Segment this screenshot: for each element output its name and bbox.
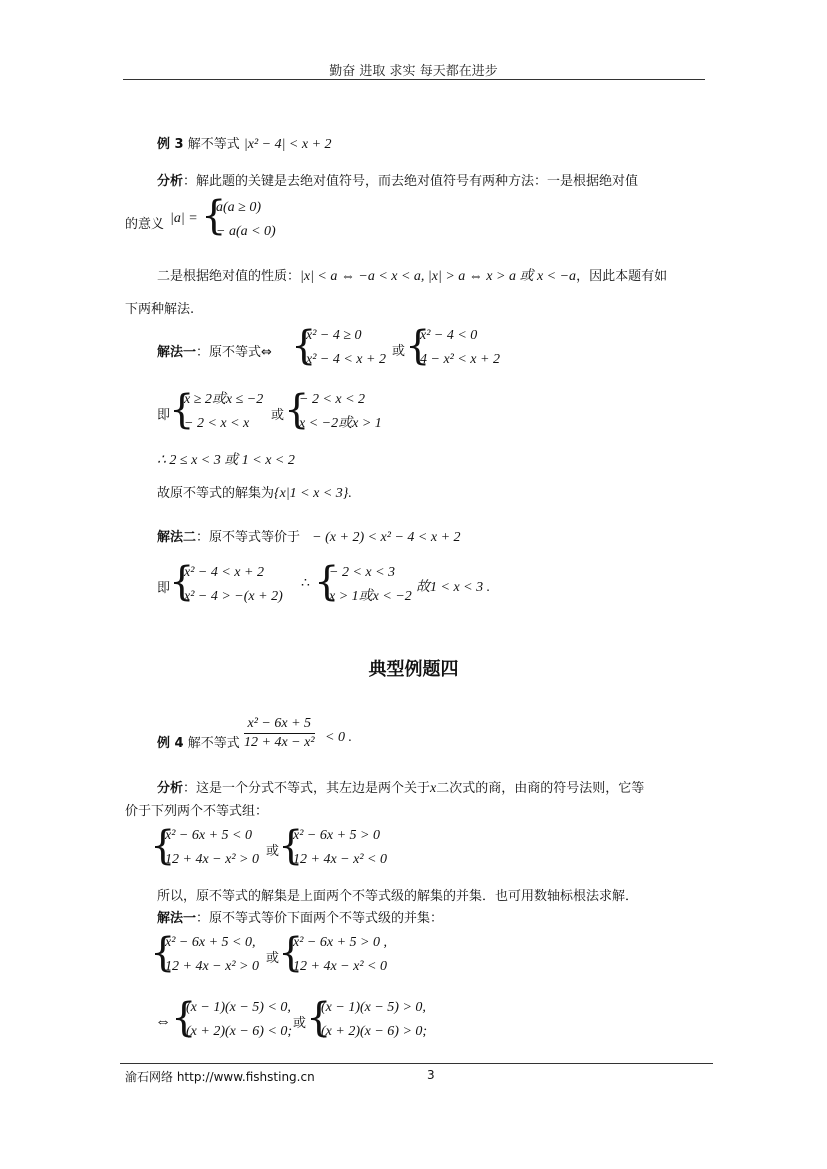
ex4-system-5-row-2: (x + 2)(x − 6) < 0; [186, 1024, 293, 1039]
ex4-brace-4: { [278, 930, 304, 976]
iff-symbol: ⇔ [155, 1013, 171, 1030]
abs-property: |x| < a ⇔ −a < x < a, |x| > a ⇔ x > a 或 x < −a [300, 269, 577, 284]
analysis-3-label: 分析 [157, 174, 184, 189]
example-4-fraction [244, 716, 315, 751]
example-3-prompt: 解不等式 [187, 137, 240, 152]
or-connector: 或 [271, 408, 285, 423]
solution-1-label: 解法一 [157, 345, 197, 360]
sol2-brace-1: { [169, 559, 195, 605]
solution-2-label: 解法二 [157, 530, 197, 545]
abs-case-negative: − a(a < 0) [216, 224, 276, 239]
ex4-solution-1-label: 解法一 [157, 911, 197, 926]
header-rule [123, 79, 705, 80]
sol1-system-3-row-1: x ≥ 2或x ≤ −2 [184, 392, 264, 407]
section-title: 典型例题四 [368, 659, 459, 680]
or-connector: 或 [392, 344, 406, 359]
sol2-system-2-row-2: x > 1或x < −2 [329, 589, 412, 604]
solution-set-line [157, 482, 352, 502]
second-method-line [157, 265, 667, 285]
continue-line: 下两种解法. [125, 302, 195, 317]
sol2-system-1-row-2: x² − 4 > −(x + 2) [184, 589, 283, 604]
ex4-system-3 [165, 931, 259, 979]
ex4-system-3-row-2: 12 + 4x − x² > 0 [165, 959, 259, 974]
example-4-label: 例 4 [157, 736, 184, 751]
analysis-3-line [157, 170, 638, 189]
ex4-system-1 [165, 824, 259, 872]
ex4-solution-1-text: ：原不等式等价下面两个不等式级的并集： [196, 911, 444, 926]
sol2-brace-2: { [314, 559, 340, 605]
ex4-brace-6: { [306, 995, 332, 1041]
footer-site: 渝石网络 http://www.fishsting.cn [125, 1070, 315, 1084]
example-4-prompt: 解不等式 [187, 736, 240, 751]
sol1-system-2 [420, 324, 500, 372]
ex4-brace-3: { [150, 930, 176, 976]
ex4-system-2-row-1: x² − 6x + 5 > 0 [293, 828, 380, 843]
ex4-system-6-row-1: (x − 1)(x − 5) > 0, [321, 1000, 426, 1015]
sol1-system-3-row-2: − 2 < x < x [184, 416, 250, 431]
sol2-system-2-row-1: − 2 < x < 3 [329, 565, 396, 580]
example-4-line [157, 732, 240, 751]
sol2-system-1-row-1: x² − 4 < x + 2 [184, 565, 264, 580]
sol1-system-3 [184, 388, 263, 436]
fraction-denominator: 12 + 4x − x² [244, 735, 315, 750]
sol1-system-1-row-2: x² − 4 < x + 2 [306, 352, 386, 367]
ex4-system-4 [293, 931, 387, 979]
ex4-solution-1-line [157, 907, 443, 926]
ex4-system-5 [186, 996, 292, 1044]
sol1-brace-3: { [169, 387, 195, 433]
ex4-system-5-row-1: (x − 1)(x − 5) < 0, [186, 1000, 291, 1015]
ex4-system-1-row-2: 12 + 4x − x² > 0 [165, 852, 259, 867]
solution-set: {x|1 < x < 3}. [274, 486, 352, 501]
ex4-system-2 [293, 824, 387, 872]
page-number: 3 [427, 1068, 435, 1082]
sol1-system-2-row-1: x² − 4 < 0 [420, 328, 478, 343]
sol1-system-4-row-2: x < −2或x > 1 [299, 416, 382, 431]
ex4-system-6-row-2: (x + 2)(x − 6) > 0; [321, 1024, 428, 1039]
ex4-system-2-row-2: 12 + 4x − x² < 0 [293, 852, 387, 867]
analysis-3-text: ：解此题的关键是去绝对值符号，而去绝对值符号有两种方法：一是根据绝对值 [183, 174, 639, 189]
sol1-brace-2: { [405, 323, 431, 369]
example-3-inequality: |x² − 4| < x + 2 [243, 137, 332, 152]
analysis-4-text-3: 价于下列两个不等式组： [125, 804, 269, 819]
ji-label: 即 [157, 408, 171, 423]
sol1-brace-4: { [284, 387, 310, 433]
solution-1-text: ：原不等式⇔ [196, 345, 272, 360]
ji-label-2: 即 [157, 581, 171, 596]
ex4-brace-2: { [278, 823, 304, 869]
therefore-symbol: ∴ [301, 576, 310, 591]
abs-definition-brace: { [201, 193, 227, 239]
solution-2-text: ：原不等式等价于 [196, 530, 301, 545]
fraction-tail: < 0 . [325, 730, 352, 745]
analysis-4-text-2: 二次式的商，由商的符号法则，它等 [436, 781, 645, 796]
analysis-4-text-1: ：这是一个分式不等式，其左边是两个关于 [183, 781, 431, 796]
ex4-system-4-row-2: 12 + 4x − x² < 0 [293, 959, 387, 974]
sol2-system-1 [184, 561, 283, 609]
analysis-4-line [157, 777, 644, 797]
solution-1-line [157, 341, 272, 360]
or-connector: 或 [266, 951, 280, 966]
sol1-brace-1: { [291, 323, 317, 369]
ex4-brace-5: { [171, 995, 197, 1041]
or-connector: 或 [266, 844, 280, 859]
so-text: 所以，原不等式的解集是上面两个不等式级的解集的并集．也可用数轴标根法求解． [157, 889, 639, 904]
ex4-brace-1: { [150, 823, 176, 869]
solution-2-inequality: − (x + 2) < x² − 4 < x + 2 [312, 530, 461, 545]
therefore-line: ∴ 2 ≤ x < 3 或 1 < x < 2 [157, 453, 295, 468]
ex4-system-6 [321, 996, 427, 1044]
sol2-system-2 [329, 561, 412, 609]
analysis-4-variable: x [430, 781, 437, 796]
solution-2-line [157, 526, 461, 546]
fraction-numerator: x² − 6x + 5 [244, 716, 315, 734]
ex4-system-3-row-1: x² − 6x + 5 < 0, [165, 935, 256, 950]
abs-case-positive: a(a ≥ 0) [216, 200, 262, 215]
footer-rule [120, 1063, 713, 1064]
sol1-system-4 [299, 388, 382, 436]
abs-definition-cases [216, 196, 276, 244]
ex4-system-4-row-1: x² − 6x + 5 > 0 , [293, 935, 387, 950]
header-motto: 勤奋 进取 求实 每天都在进步 [329, 64, 498, 79]
sol1-system-2-row-2: 4 − x² < x + 2 [420, 352, 500, 367]
solution-set-text: 故原不等式的解集为 [157, 486, 275, 501]
or-connector: 或 [293, 1016, 307, 1031]
analysis-4-label: 分析 [157, 781, 184, 796]
second-method-text: 二是根据绝对值的性质： [157, 269, 301, 284]
abs-meaning-prefix: 的意义 [125, 217, 165, 232]
example-3-line [157, 133, 332, 153]
abs-definition-lhs: |a| = [170, 211, 198, 226]
property-tail: ，因此本题有如 [576, 269, 668, 284]
ex4-system-1-row-1: x² − 6x + 5 < 0 [165, 828, 252, 843]
sol1-system-4-row-1: − 2 < x < 2 [299, 392, 366, 407]
sol2-conclusion: 故1 < x < 3 . [416, 580, 491, 595]
sol1-system-1 [306, 324, 386, 372]
example-3-label: 例 3 [157, 137, 184, 152]
sol1-system-1-row-1: x² − 4 ≥ 0 [306, 328, 362, 343]
